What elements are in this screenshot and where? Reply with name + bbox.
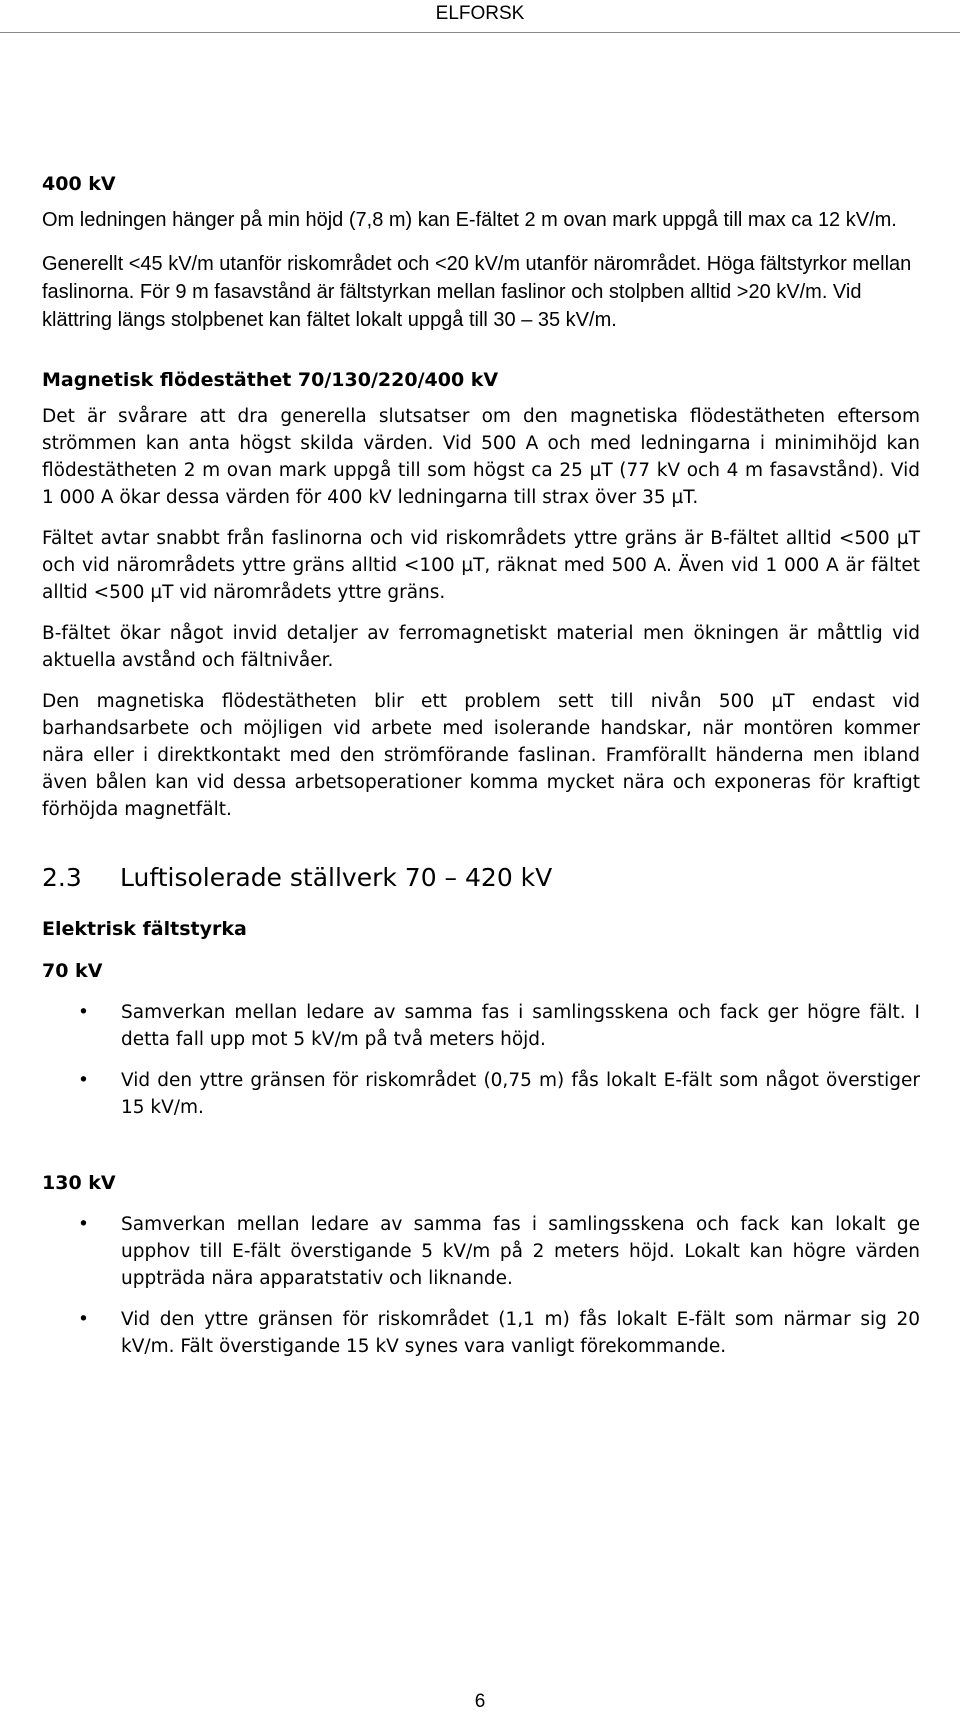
section-title-text: Luftisolerade ställverk 70 – 420 kV	[120, 863, 553, 892]
heading-400kv: 400 kV	[42, 173, 116, 195]
list-70kv	[42, 999, 920, 1121]
paragraph-400kv-1: Om ledningen hänger på min höjd (7,8 m) kan E-fältet 2 m ovan mark uppgå till max ca 12 kV/m.	[42, 209, 897, 231]
heading-70kv: 70 kV	[42, 960, 103, 982]
list-item-text: Vid den yttre gränsen för riskområdet (1,1 m) fås lokalt E-fält som närmar sig 20 kV/m. Fält överstigande 15 kV synes vara vanligt förekommande.	[121, 1309, 920, 1357]
list-130kv	[42, 1211, 920, 1360]
bullet-icon: •	[78, 1214, 89, 1235]
page-content	[42, 170, 920, 1360]
paragraph-magnetic-1: Det är svårare att dra generella slutsatser om den magnetiska flödestätheten eftersom strömmen kan anta högst skilda värden. Vid 500 A och med ledningarna i minimihöjd kan flödestätheten 2 m ovan mark uppgå till som högst ca 25 µT (77 kV och 4 m fasavstånd). Vid 1 000 A ökar dessa värden för 400 kV ledningarna till strax över 35 µT.	[42, 406, 920, 508]
section-number: 2.3	[42, 863, 82, 892]
list-item	[42, 1211, 920, 1292]
bullet-icon: •	[78, 1070, 89, 1091]
paragraph-magnetic-4: Den magnetiska flödestätheten blir ett problem sett till nivån 500 µT endast vid barhandsarbete och möjligen vid arbete med isolerande handskar, när montören kommer nära eller i direktkontakt med den strömförande faslinan. Framförallt händerna men ibland även bålen kan vid dessa arbetsoperationer komma mycket nära och exponeras för kraftigt förhöjda magnetfält.	[42, 691, 920, 820]
bullet-icon: •	[78, 1002, 89, 1023]
list-item	[42, 1067, 920, 1121]
header-title: ELFORSK	[435, 3, 525, 24]
list-item-text: Vid den yttre gränsen för riskområdet (0,75 m) fås lokalt E-fält som något överstiger 15 kV/m.	[121, 1070, 920, 1118]
list-item-text: Samverkan mellan ledare av samma fas i samlingsskena och fack ger högre fält. I detta fall upp mot 5 kV/m på två meters höjd.	[121, 1002, 920, 1050]
heading-electric-field: Elektrisk fältstyrka	[42, 918, 247, 940]
paragraph-400kv-2: Generellt <45 kV/m utanför riskområdet och <20 kV/m utanför närområdet. Höga fältstyrkor mellan faslinorna. För 9 m fasavstånd är fältstyrkan mellan faslinor och stolpben alltid >20 kV/m. Vid klättring längs stolpbenet kan fältet lokalt uppgå till 30 – 35 kV/m.	[42, 253, 912, 331]
paragraph-magnetic-2: Fältet avtar snabbt från faslinorna och vid riskområdets yttre gräns är B-fältet alltid <500 µT och vid närområdets yttre gräns alltid <100 µT, räknat med 500 A. Även vid 1 000 A är fältet alltid <500 µT vid närområdets yttre gräns.	[42, 528, 920, 603]
list-item	[42, 999, 920, 1053]
list-item	[42, 1306, 920, 1360]
heading-130kv: 130 kV	[42, 1172, 116, 1194]
bullet-icon: •	[78, 1309, 89, 1330]
section-title	[42, 861, 920, 895]
page-header	[0, 0, 960, 33]
paragraph-magnetic-3: B-fältet ökar något invid detaljer av ferromagnetiskt material men ökningen är måttlig vid aktuella avstånd och fältnivåer.	[42, 623, 920, 671]
page-number: 6	[474, 1691, 486, 1712]
heading-magnetic-flux: Magnetisk flödestäthet 70/130/220/400 kV	[42, 369, 499, 391]
list-item-text: Samverkan mellan ledare av samma fas i samlingsskena och fack kan lokalt ge upphov till E-fält överstigande 5 kV/m på 2 meters höjd. Lokalt kan högre värden uppträda nära apparatstativ och liknande.	[121, 1214, 920, 1289]
